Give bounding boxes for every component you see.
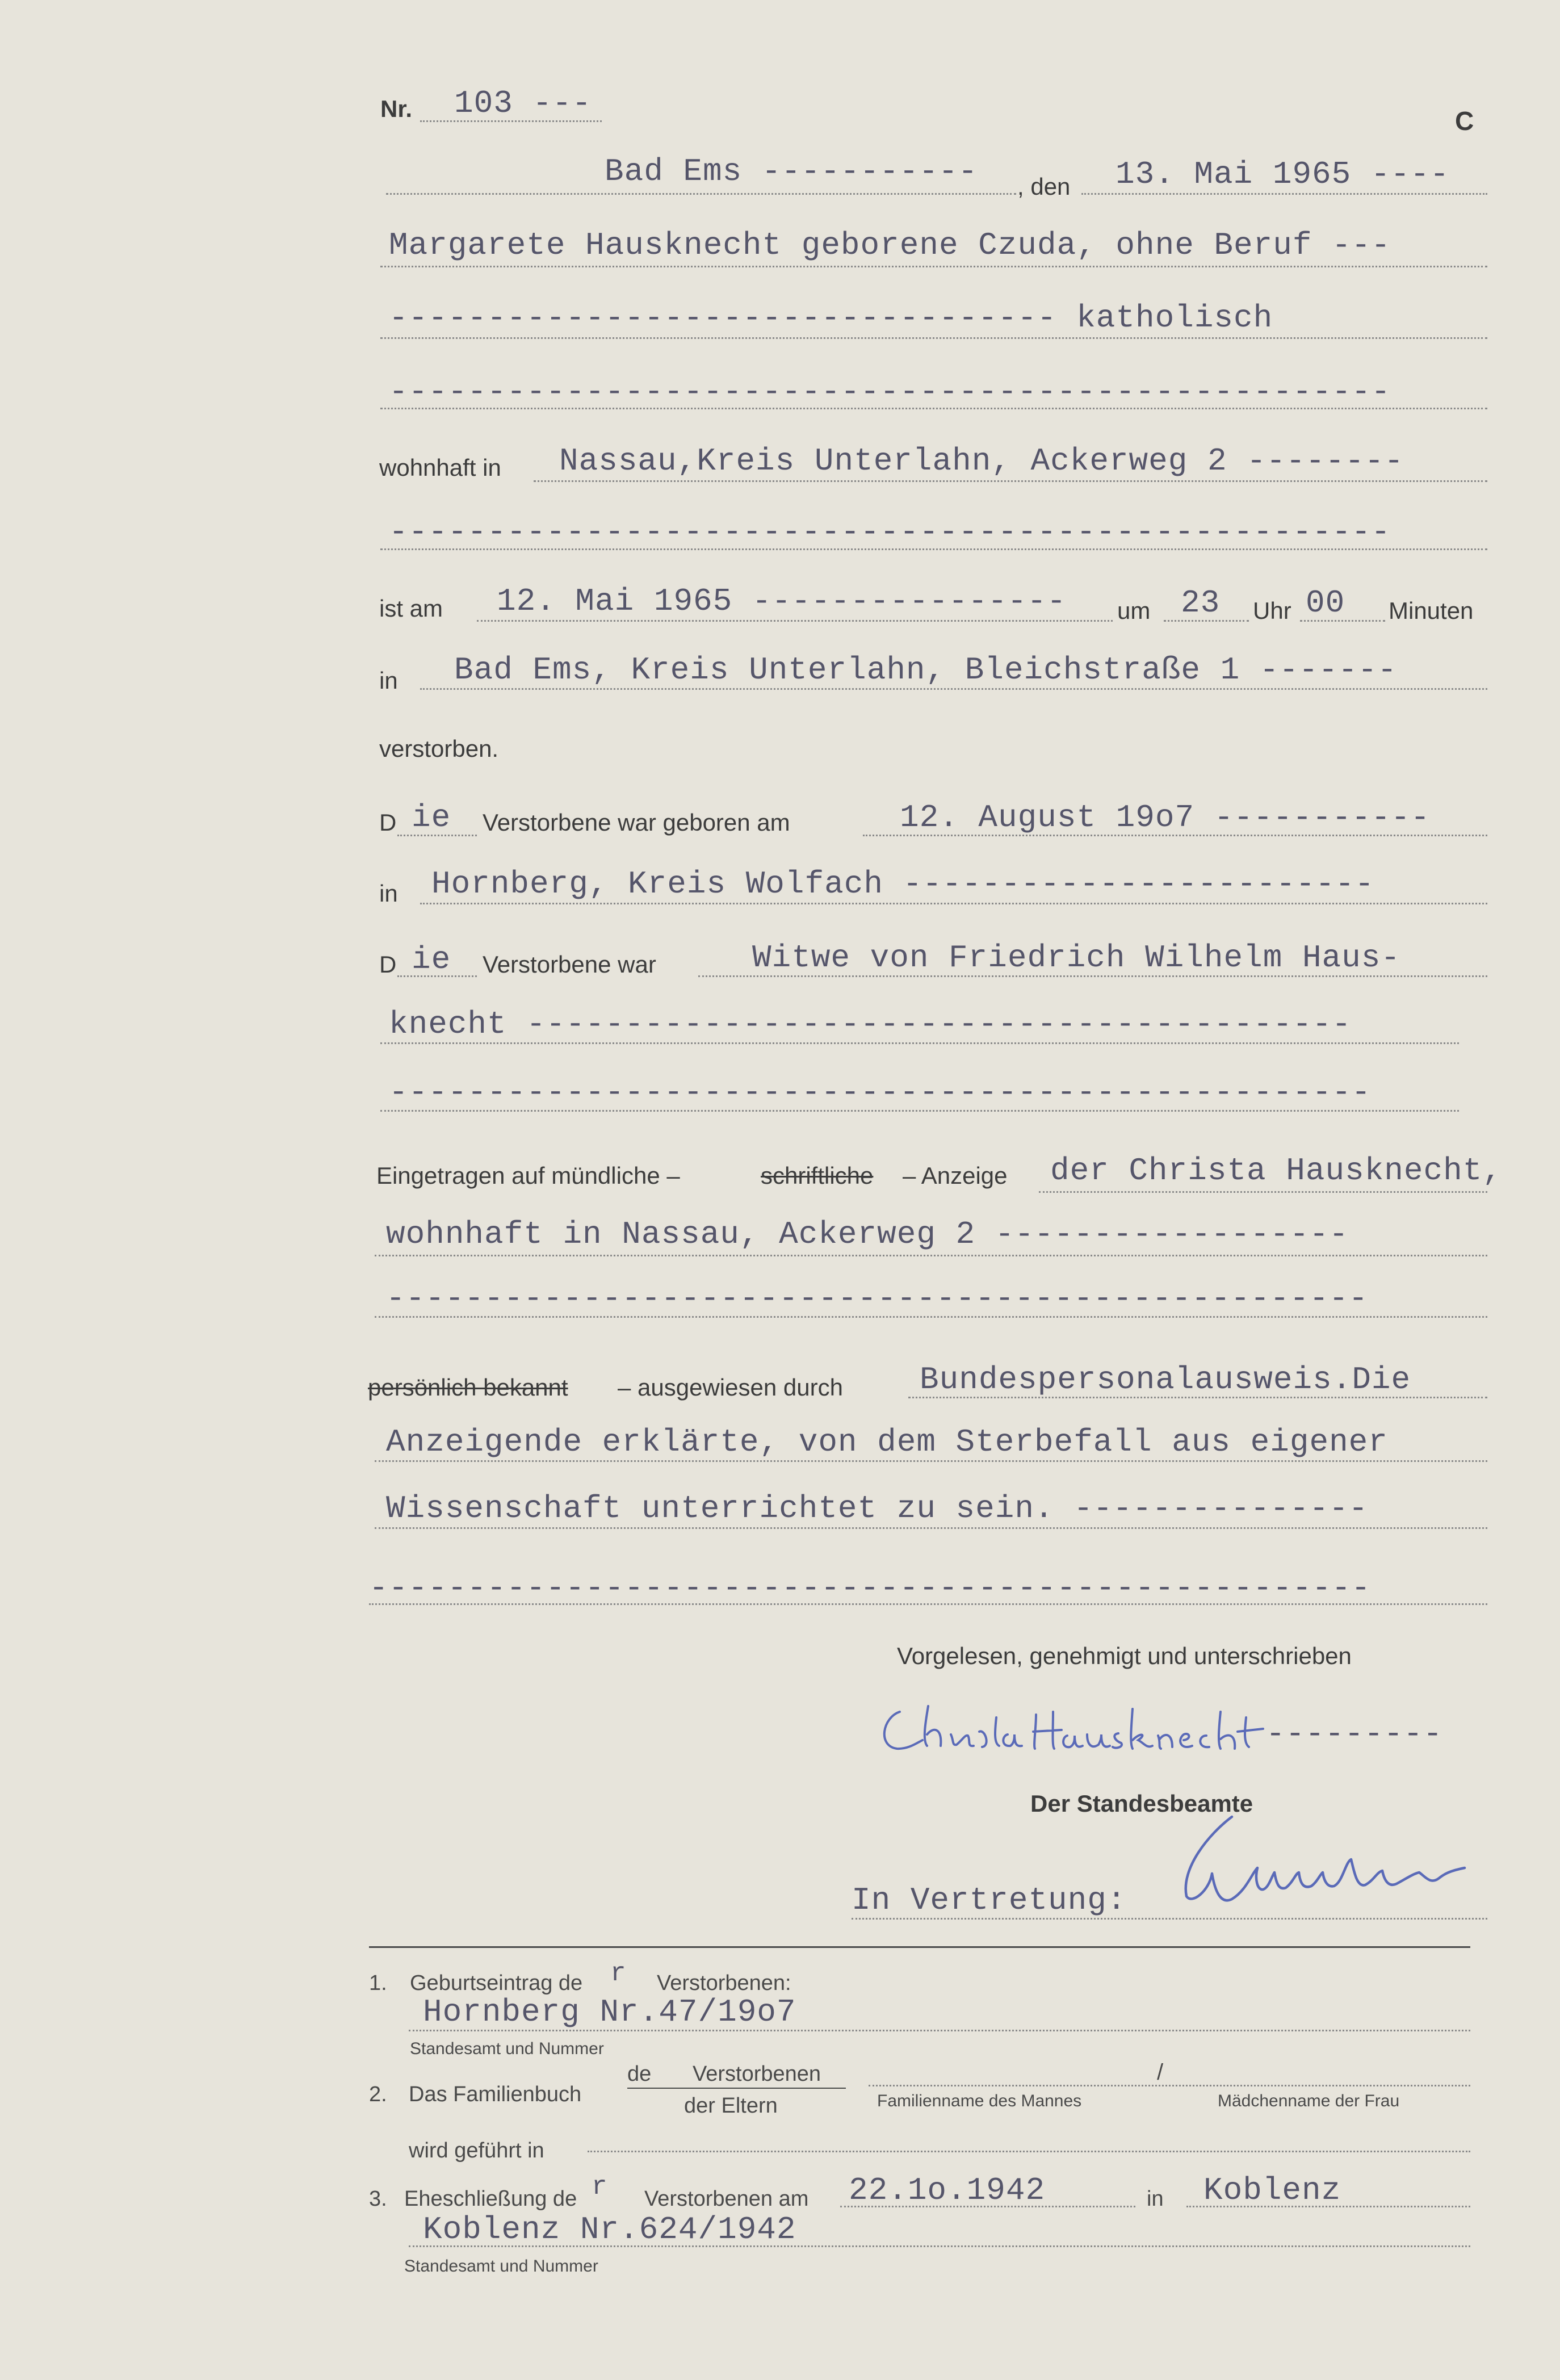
anzeige-label: – Anzeige [903, 1162, 1008, 1189]
item1-dotline [409, 2030, 1470, 2031]
minutes-dotline [1300, 620, 1385, 622]
item3-subcaption: Standesamt und Nummer [404, 2257, 598, 2276]
nr-dotline [420, 120, 602, 122]
death-in-label: in [379, 667, 398, 694]
marital-dotline2 [380, 1042, 1459, 1044]
birth-in-label: in [379, 880, 398, 907]
schriftliche-label: schriftliche [761, 1162, 874, 1189]
marital-d-label: D [379, 951, 397, 978]
birth-d-label: D [379, 809, 397, 836]
date-dotline [1081, 193, 1487, 195]
identification-line3: Wissenschaft unterrichtet zu sein. --------------- [386, 1490, 1369, 1527]
item2-verstorbenen: Verstorbenen [693, 2062, 821, 2086]
vorgelesen-label: Vorgelesen, genehmigt und unterschrieben [897, 1642, 1352, 1669]
item3-marriage-place: Koblenz [1203, 2172, 1341, 2209]
nr-value: 103 --- [454, 85, 592, 121]
residence: Nassau,Kreis Unterlahn, Ackerweg 2 -------- [559, 443, 1404, 479]
informant-signature-dashes: --------- [1266, 1716, 1443, 1752]
item2-number: 2. [369, 2082, 387, 2106]
informant-dotline1 [1039, 1191, 1487, 1193]
verstorben-label: verstorben. [379, 735, 499, 762]
item1-number: 1. [369, 1971, 387, 1995]
item3-fill: r [592, 2172, 608, 2202]
identification-dotline1 [908, 1397, 1487, 1398]
name-dotline [380, 266, 1487, 267]
informant-line2: wohnhaft in Nassau, Ackerweg 2 ------------------ [386, 1216, 1349, 1252]
identification-line4: --------------------------------------------------- [369, 1570, 1371, 1606]
residence2-dotline [380, 548, 1487, 550]
place-dotline [386, 193, 1016, 195]
item3-marriage-entry: Koblenz Nr.624/1942 [423, 2211, 796, 2248]
item1-fill: r [610, 1959, 627, 1988]
item3-place-dotline [1186, 2206, 1470, 2207]
item2-dotline [869, 2085, 1470, 2086]
item3-label2: Verstorbenen am [644, 2187, 809, 2211]
item1-label: Geburtseintrag de [410, 1971, 583, 1995]
death-place-dotline [420, 688, 1487, 690]
item3-in-label: in [1147, 2187, 1164, 2211]
religion: ---------------------------------- katholisch [389, 300, 1273, 336]
marital-dotline3 [380, 1110, 1459, 1112]
death-date: 12. Mai 1965 ---------------- [497, 583, 1067, 619]
birth-place: Hornberg, Kreis Wolfach ------------------------ [431, 866, 1375, 902]
birth-date: 12. August 19o7 ----------- [900, 799, 1431, 836]
ist-am-label: ist am [379, 595, 443, 622]
informant-line3: -------------------------------------------------- [386, 1280, 1369, 1317]
persoenlich-bekannt-label: persönlich bekannt [368, 1374, 568, 1401]
item3-dotline [409, 2245, 1470, 2247]
item3-date-dotline [840, 2206, 1135, 2207]
marital-dotline1 [698, 975, 1487, 977]
form-letter: C [1455, 106, 1474, 136]
wohnhaft-label: wohnhaft in [379, 454, 501, 481]
marital-d-dotline [397, 975, 477, 977]
hour-dotline [1164, 620, 1249, 622]
birth-d-dotline [397, 835, 477, 836]
religion-dotline [380, 337, 1487, 339]
identification-line1: Bundespersonalausweis.Die [920, 1361, 1411, 1398]
birth-place-dotline [420, 903, 1487, 904]
death-hour: 23 [1181, 585, 1221, 621]
informant-line1: der Christa Hausknecht, [1050, 1153, 1502, 1189]
item1-subcaption: Standesamt und Nummer [410, 2039, 604, 2058]
place-of-registration: Bad Ems ----------- [605, 153, 978, 190]
item2-wird-dotline [588, 2151, 1470, 2152]
birth-d-fill: ie [412, 799, 451, 836]
item2-eltern: der Eltern [684, 2094, 778, 2118]
vertretung-label: In Vertretung: [852, 1882, 1127, 1918]
nr-label: Nr. [380, 95, 413, 122]
item1-label2: Verstorbenen: [657, 1971, 791, 1995]
identification-dotline4 [369, 1603, 1487, 1605]
marital-status-line1: Witwe von Friedrich Wilhelm Haus- [752, 940, 1400, 976]
residence-line2: --------------------------------------------------- [389, 514, 1391, 550]
residence-dotline [534, 480, 1487, 482]
registration-date: 13. Mai 1965 ---- [1116, 156, 1450, 192]
item2-fraction-line [627, 2088, 846, 2089]
informant-dotline2 [375, 1255, 1487, 1256]
item2-slash: / [1157, 2060, 1164, 2085]
item1-birth-entry: Hornberg Nr.47/19o7 [423, 1994, 796, 2030]
item2-wife-caption: Mädchenname der Frau [1218, 2092, 1400, 2110]
death-date-dotline [477, 620, 1113, 622]
blank-line: --------------------------------------------------- [389, 374, 1391, 410]
marital-status-line2: knecht ------------------------------------------ [389, 1006, 1352, 1042]
informant-dotline3 [375, 1316, 1487, 1318]
standesbeamte-label: Der Standesbeamte [1030, 1790, 1253, 1817]
identification-line2: Anzeigende erklärte, von dem Sterbefall aus eigener [386, 1424, 1388, 1460]
footer-separator [369, 1946, 1470, 1948]
item2-husband-caption: Familienname des Mannes [877, 2092, 1082, 2110]
item3-number: 3. [369, 2187, 387, 2211]
item3-label: Eheschließung de [404, 2187, 577, 2211]
den-label: , den [1017, 173, 1071, 200]
um-label: um [1117, 597, 1151, 624]
uhr-label: Uhr [1253, 597, 1291, 624]
eingetragen-label: Eingetragen auf mündliche – [376, 1162, 680, 1189]
marital-status-line3: -------------------------------------------------- [389, 1074, 1372, 1111]
registrar-signature-image [1147, 1805, 1487, 1930]
birth-date-dotline [863, 835, 1487, 836]
ausgewiesen-label: – ausgewiesen durch [618, 1374, 843, 1401]
death-minutes: 00 [1306, 585, 1345, 621]
geboren-label: Verstorbene war geboren am [483, 809, 790, 836]
minuten-label: Minuten [1389, 597, 1474, 624]
informant-signature-image [866, 1695, 1280, 1774]
death-place: Bad Ems, Kreis Unterlahn, Bleichstraße 1 ------- [454, 652, 1398, 688]
item2-wird-label: wird geführt in [409, 2139, 544, 2163]
item2-de: de [627, 2062, 652, 2086]
identification-dotline2 [375, 1460, 1487, 1462]
deceased-name: Margarete Hausknecht geborene Czuda, ohne Beruf --- [389, 227, 1391, 263]
marital-d-fill: ie [412, 941, 451, 978]
item3-marriage-date: 22.1o.1942 [849, 2172, 1046, 2209]
blank-dotline [380, 408, 1487, 409]
item2-label: Das Familienbuch [409, 2082, 582, 2106]
identification-dotline3 [375, 1527, 1487, 1529]
war-label: Verstorbene war [483, 951, 656, 978]
